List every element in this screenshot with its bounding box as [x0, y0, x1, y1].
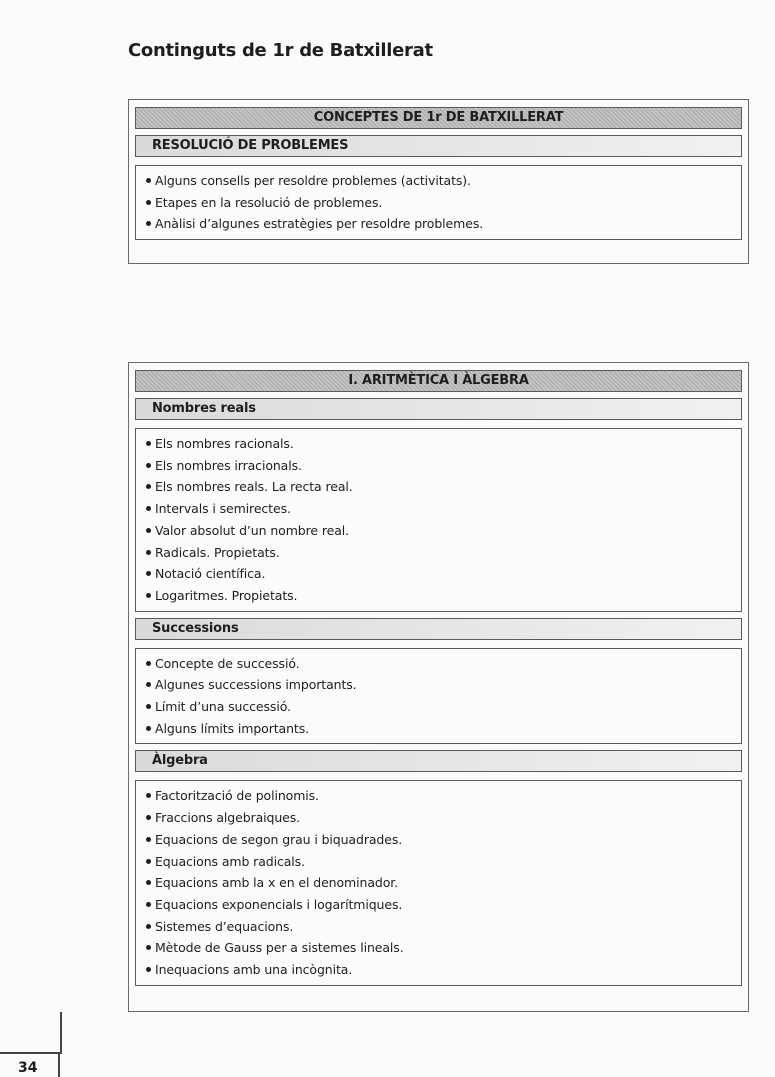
bullet-icon [146, 571, 151, 576]
bullet-icon [146, 550, 151, 555]
section-header-resolucio: RESOLUCIÓ DE PROBLEMES [135, 135, 742, 157]
bullet-icon [146, 726, 151, 731]
bullet-icon [146, 837, 151, 842]
page-corner-mark [0, 1012, 62, 1054]
list-item: Inequacions amb una incògnita. [136, 959, 741, 981]
list-item: Equacions exponencials i logarítmiques. [136, 894, 741, 916]
bullet-icon [146, 528, 151, 533]
page-number-rule [58, 1052, 60, 1077]
list-item: Mètode de Gauss per a sistemes lineals. [136, 937, 741, 959]
section-header-successions: Successions [135, 618, 742, 640]
list-item: Concepte de successió. [136, 653, 741, 675]
bullet-icon [146, 178, 151, 183]
list-item: Els nombres irracionals. [136, 455, 741, 477]
bullet-icon [146, 463, 151, 468]
list-item: Etapes en la resolució de problemes. [136, 192, 741, 214]
list-item: Intervals i semirectes. [136, 498, 741, 520]
resolucio-list [135, 165, 742, 240]
bullet-icon [146, 967, 151, 972]
list-item: Alguns límits importants. [136, 718, 741, 740]
list-item: Sistemes d’equacions. [136, 916, 741, 938]
list-item: Equacions amb radicals. [136, 851, 741, 873]
bullet-icon [146, 200, 151, 205]
bullet-icon [146, 593, 151, 598]
list-item: Algunes successions importants. [136, 674, 741, 696]
concepts-box [128, 99, 749, 264]
list-item: Notació científica. [136, 563, 741, 585]
bullet-icon [146, 441, 151, 446]
arithmetic-algebra-header: I. ARITMÈTICA I ÀLGEBRA [135, 370, 742, 392]
bullet-icon [146, 815, 151, 820]
bullet-icon [146, 859, 151, 864]
list-item: Fraccions algebraiques. [136, 807, 741, 829]
bullet-icon [146, 506, 151, 511]
nombres-reals-list [135, 428, 742, 612]
algebra-list [135, 780, 742, 985]
bullet-icon [146, 793, 151, 798]
list-item: Equacions amb la x en el denominador. [136, 872, 741, 894]
list-item: Alguns consells per resoldre problemes (activitats). [136, 170, 741, 192]
section-header-nombres-reals: Nombres reals [135, 398, 742, 420]
bullet-icon [146, 221, 151, 226]
page-number: 34 [18, 1060, 38, 1076]
list-item: Límit d’una successió. [136, 696, 741, 718]
bullet-icon [146, 924, 151, 929]
list-item: Anàlisi d’algunes estratègies per resoldre problemes. [136, 213, 741, 235]
successions-list [135, 648, 742, 745]
concepts-box-header: CONCEPTES DE 1r DE BATXILLERAT [135, 107, 742, 129]
list-item: Valor absolut d’un nombre real. [136, 520, 741, 542]
section-header-algebra: Àlgebra [135, 750, 742, 772]
list-item: Els nombres racionals. [136, 433, 741, 455]
bullet-icon [146, 682, 151, 687]
page-title: Continguts de 1r de Batxillerat [128, 40, 433, 61]
bullet-icon [146, 945, 151, 950]
list-item: Logaritmes. Propietats. [136, 585, 741, 607]
bullet-icon [146, 880, 151, 885]
bullet-icon [146, 484, 151, 489]
list-item: Equacions de segon grau i biquadrades. [136, 829, 741, 851]
bullet-icon [146, 902, 151, 907]
list-item: Radicals. Propietats. [136, 542, 741, 564]
arithmetic-algebra-box [128, 362, 749, 1012]
bullet-icon [146, 704, 151, 709]
list-item: Els nombres reals. La recta real. [136, 476, 741, 498]
list-item: Factorització de polinomis. [136, 785, 741, 807]
bullet-icon [146, 661, 151, 666]
